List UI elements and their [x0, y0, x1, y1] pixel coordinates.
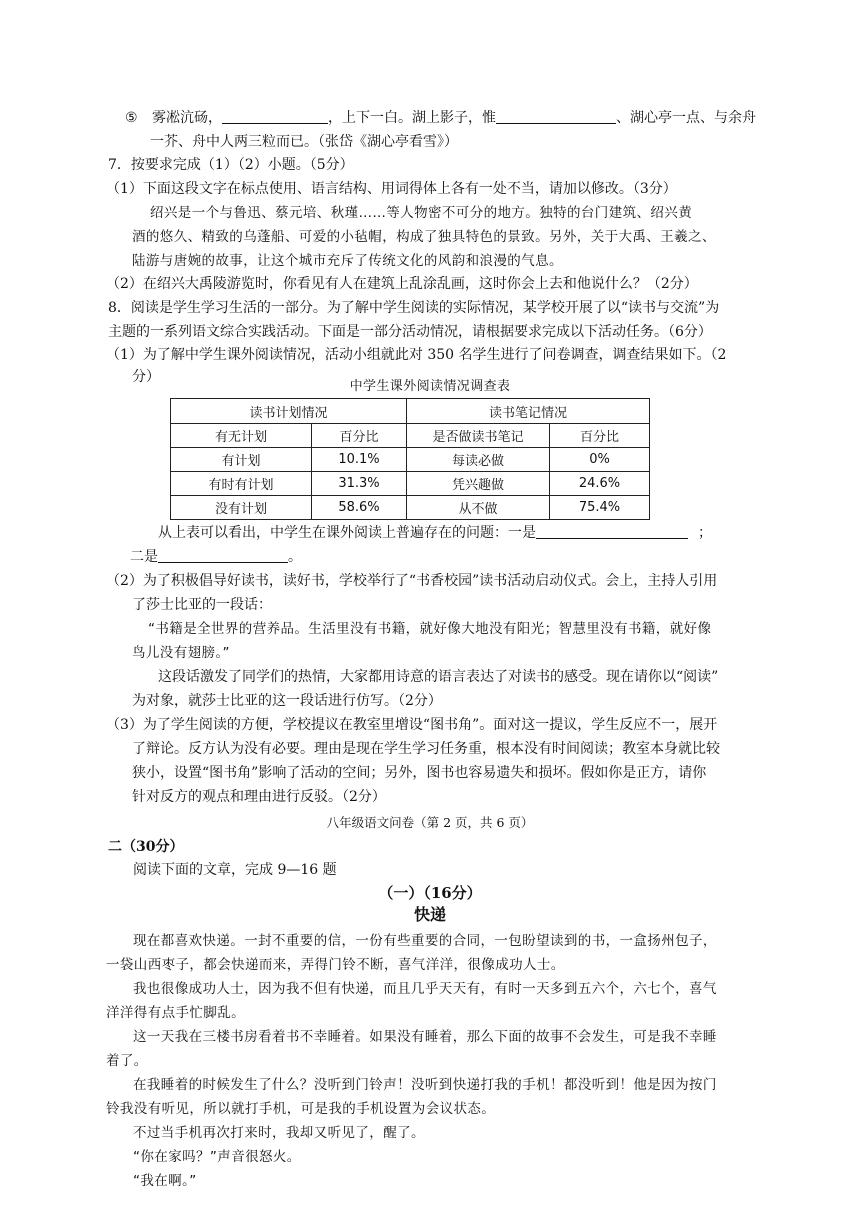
article-paragraph-line: 在我睡着的时候发生了什么？没听到门铃声！没听到快递打我的手机！都没听到！他是因为按门 [133, 1077, 717, 1093]
q8-semicolon: ； [698, 525, 712, 541]
table-cell: 凭兴趣做 [407, 472, 550, 496]
article-paragraph-line: 我也很像成功人士，因为我不但有快递，而且几乎天天有，有时一天多到五六个，六七个，喜气 [133, 981, 717, 997]
q8-intro-line1: 8．阅读是学生学习生活的一部分。为了解中学生阅读的实际情况，某学校开展了以“读书与交流”为 [108, 300, 720, 316]
q8-sub1-line1: （1）为了解中学生课外阅读情况，活动小组就此对 350 名学生进行了问卷调查，调查结果如下。（2 [106, 347, 727, 363]
table-cell: 有计划 [171, 448, 312, 472]
article-paragraph-line: “你在家吗？”声音很怒火。 [133, 1149, 301, 1165]
table-row [171, 472, 650, 496]
q7-passage-line1: 绍兴是一个与鲁迅、蔡元培、秋瑾……等人物密不可分的地方。独特的台门建筑、绍兴黄 [150, 205, 693, 221]
answer-blank-1[interactable] [536, 524, 688, 539]
q8-sub3-line3: 狭小，设置“图书角”影响了活动的空间；另外，图书也容易遗失和损坏。假如你是正方，请你 [132, 765, 707, 781]
table-cell: 每读必做 [407, 448, 550, 472]
q8-sub3-line2: 了辩论。反方认为没有必要。理由是现在学生学习任务重，根本没有时间阅读；教室本身就比较 [132, 741, 720, 757]
q5-text-a: 雾凇沆砀， [152, 110, 223, 126]
table-header: 百分比 [312, 424, 407, 448]
article-paragraph-line: 着了。 [106, 1053, 148, 1069]
q8-second-label: 二是 [130, 549, 158, 565]
section2-title: 二（30分） [108, 839, 184, 855]
table-cell: 从不做 [407, 496, 550, 520]
table-cell: 75.4% [550, 496, 650, 520]
table-group-notes: 读书笔记情况 [407, 399, 650, 424]
table-cell: 58.6% [312, 496, 407, 520]
article-paragraph-line: 一袋山西枣子，都会快递而来，弄得门铃不断，喜气洋洋，很像成功人士。 [106, 957, 565, 973]
table-cell: 有时有计划 [171, 472, 312, 496]
table-cell: 没有计划 [171, 496, 312, 520]
table-row [171, 448, 650, 472]
table-cell: 0% [550, 448, 650, 472]
q7-passage-line3: 陆游与唐婉的故事，让这个城市充斥了传统文化的风韵和浪漫的气息。 [132, 253, 563, 269]
q8-after-table-1 [158, 524, 712, 542]
table-cell: 31.3% [312, 472, 407, 496]
quote-line1: “书籍是全世界的营养品。生活里没有书籍，就好像大地没有阳光；智慧里没有书籍，就好像 [148, 621, 712, 637]
q8-after-table-2 [130, 548, 302, 566]
q5-marker: ⑤ [125, 110, 138, 126]
q7-sub2: （2）在绍兴大禹陵游览时，你看见有人在建筑上乱涂乱画，这时你会上去和他说什么？（2分） [106, 276, 698, 292]
q5-text-c: 、湖心亭一点、与余舟 [616, 110, 757, 126]
q8-sub2-cont-line2: 为对象，就莎士比亚的这一段话进行仿写。（2分） [132, 693, 442, 709]
table-row [171, 496, 650, 520]
q8-sub2-line1: （2）为了积极倡导好读书，读好书，学校举行了“书香校园”读书活动启动仪式。会上，主持人引用 [106, 573, 718, 589]
table-cell: 10.1% [312, 448, 407, 472]
q8-intro-line2: 主题的一系列语文综合实践活动。下面是一部分活动情况，请根据要求完成以下活动任务。（6分） [108, 324, 712, 340]
q8-sub1-line2: 分） [132, 369, 160, 385]
article-paragraph-line: “我在啊。” [133, 1173, 197, 1189]
table-title: 中学生课外阅读情况调查表 [349, 379, 511, 394]
q5-blank-1[interactable] [222, 109, 328, 124]
q5-line2: 一芥、舟中人两三粒而已。（张岱《湖心亭看雪》） [150, 134, 458, 150]
q8-period: 。 [288, 549, 302, 565]
q7-sub1: （1）下面这段文字在标点使用、语言结构、用词得体上各有一处不当，请加以修改。（3分） [106, 181, 677, 197]
q5-line1 [125, 109, 756, 127]
article-paragraph-line: 洋洋得有点手忙脚乱。 [106, 1005, 245, 1021]
table-header: 是否做读书笔记 [407, 424, 550, 448]
quote-line2: 鸟儿没有翅膀。” [132, 645, 230, 661]
article-title: 快递 [413, 905, 446, 924]
article-paragraph-line: 铃我没有听见，所以就打手机，可是我的手机设置为会议状态。 [106, 1101, 496, 1117]
q8-sub2-line2: 了莎士比亚的一段话： [132, 597, 272, 613]
q8-sub2-cont-line1: 这段话激发了同学们的热情，大家都用诗意的语言表达了对读书的感受。现在请你以“阅读” [158, 669, 719, 685]
table-cell: 24.6% [550, 472, 650, 496]
article-paragraph-line: 现在都喜欢快递。一封不重要的信，一份有些重要的合同，一包盼望读到的书，一盒扬州包子， [133, 933, 717, 949]
table-group-plan: 读书计划情况 [171, 399, 407, 424]
article-paragraph-line: 这一天我在三楼书房看着书不幸睡着。如果没有睡着，那么下面的故事不会发生，可是我不幸睡 [133, 1029, 717, 1045]
q8-sub3-line1: （3）为了学生阅读的方便，学校提议在教室里增设“图书角”。面对这一提议，学生反应不一，展开 [106, 717, 718, 733]
table-header: 百分比 [550, 424, 650, 448]
section2-instruction: 阅读下面的文章，完成 9—16 题 [133, 862, 337, 878]
q8-sub3-line4: 针对反方的观点和理由进行反驳。（2分） [132, 789, 386, 805]
q7-title: 7．按要求完成（1）（2）小题。（5分） [108, 157, 354, 173]
answer-blank-2[interactable] [158, 548, 288, 563]
q7-passage-line2: 酒的悠久、精致的乌蓬船、可爱的小毡帽，构成了独具特色的景致。另外，关于大禹、王羲之、 [132, 229, 716, 245]
table-header: 有无计划 [171, 424, 312, 448]
q5-blank-2[interactable] [496, 109, 616, 124]
section2-part: （一）（16分） [378, 884, 482, 902]
q8-after-table-text: 从上表可以看出，中学生在课外阅读上普遍存在的问题：一是 [158, 525, 536, 541]
page-footer: 八年级语文问卷（第 2 页，共 6 页） [326, 815, 534, 830]
q5-text-b: ，上下一白。湖上影子，惟 [328, 110, 497, 126]
survey-table [170, 398, 650, 520]
article-paragraph-line: 不过当手机再次打来时，我却又听见了，醒了。 [133, 1125, 425, 1141]
